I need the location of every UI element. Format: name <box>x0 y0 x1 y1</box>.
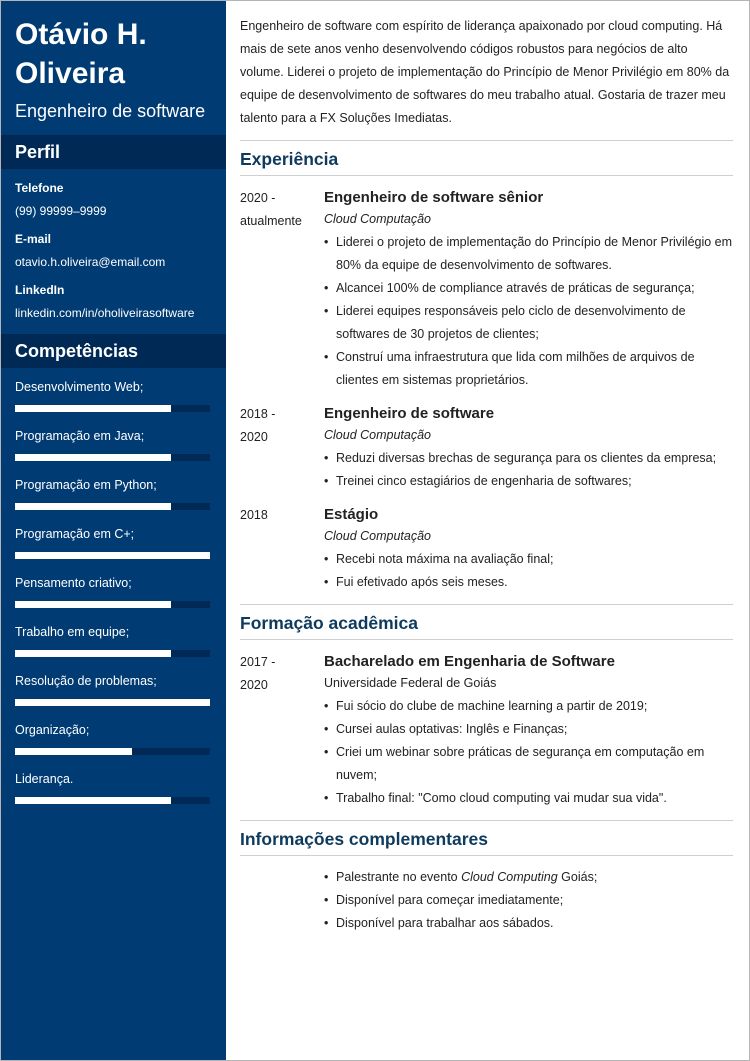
list-item: • Treinei cinco estagiários de engenharia de softwares; <box>324 470 733 493</box>
list-item: • Disponível para começar imediatamente; <box>324 889 733 912</box>
additional-bullets <box>240 866 733 935</box>
skill-item <box>15 477 212 526</box>
experience-bullets <box>324 231 733 392</box>
skill-name: Programação em C+; <box>15 527 135 541</box>
experience-entry <box>240 504 733 594</box>
sidebar <box>1 1 226 1060</box>
list-item: • Fui sócio do clube de machine learning a partir de 2019; <box>324 695 733 718</box>
skill-level-fill <box>15 601 171 608</box>
entry-body <box>324 651 733 810</box>
job-title: Engenheiro de software <box>15 101 206 121</box>
skill-level-bar <box>15 601 210 608</box>
list-item: • Alcancei 100% de compliance através de práticas de segurança; <box>324 277 733 300</box>
skill-level-fill <box>15 748 132 755</box>
phone-label: Telefone <box>15 181 64 195</box>
skill-name: Resolução de problemas; <box>15 674 157 688</box>
skill-item <box>15 379 212 428</box>
entry-body <box>324 187 733 392</box>
skills-heading: Competências <box>1 334 226 368</box>
skill-level-bar <box>15 699 210 706</box>
list-item: • Liderei o projeto de implementação do Princípio de Menor Privilégio em 80% da equipe de desenvolvimento de softwares. <box>324 231 733 277</box>
skill-level-bar <box>15 552 210 559</box>
skill-level-bar <box>15 650 210 657</box>
skill-level-fill <box>15 405 171 412</box>
entry-title: Engenheiro de software sênior <box>324 189 544 206</box>
education-heading: Formação acadêmica <box>240 604 733 640</box>
entry-date: 2018 <box>240 508 268 522</box>
phone-block <box>15 180 212 219</box>
entry-body <box>324 403 733 493</box>
list-item: • Palestrante no evento Cloud Computing Goiás; <box>324 866 733 889</box>
linkedin-label: LinkedIn <box>15 283 65 297</box>
entry-date: 2017 - 2020 <box>240 655 276 692</box>
experience-list <box>240 187 733 594</box>
experience-bullets <box>324 548 733 594</box>
entry-title: Engenheiro de software <box>324 405 495 422</box>
skill-level-bar <box>15 748 210 755</box>
entry-org: Cloud Computação <box>324 428 432 442</box>
email-label: E-mail <box>15 232 52 246</box>
contact-info <box>1 169 226 321</box>
experience-heading: Experiência <box>240 140 733 176</box>
skill-item <box>15 673 212 722</box>
skill-item <box>15 624 212 673</box>
entry-org: Universidade Federal de Goiás <box>324 676 497 690</box>
list-item: • Construí uma infraestrutura que lida com milhões de arquivos de clientes em sistemas proprietários. <box>324 346 733 392</box>
skill-name: Desenvolvimento Web; <box>15 380 144 394</box>
main-content <box>226 1 749 1060</box>
skill-item <box>15 526 212 575</box>
entry-org: Cloud Computação <box>324 212 432 226</box>
skill-level-bar <box>15 454 210 461</box>
skill-level-fill <box>15 699 210 706</box>
skill-item <box>15 771 212 820</box>
skill-name: Programação em Java; <box>15 429 145 443</box>
skill-item <box>15 428 212 477</box>
skills-list <box>1 368 226 820</box>
skill-level-bar <box>15 503 210 510</box>
skill-level-bar <box>15 405 210 412</box>
experience-entry <box>240 403 733 493</box>
entry-org: Cloud Computação <box>324 529 432 543</box>
phone-value: (99) 99999–9999 <box>15 204 107 218</box>
skill-name: Trabalho em equipe; <box>15 625 130 639</box>
email-value[interactable]: otavio.h.oliveira@email.com <box>15 255 166 269</box>
linkedin-block <box>15 282 212 321</box>
candidate-name: Otávio H. Oliveira <box>15 18 147 90</box>
summary-text: Engenheiro de software com espírito de liderança apaixonado por cloud computing. Há mais de sete anos venho desenvolvendo códigos robustos para negócios de alto volume. Liderei o projeto de implementação do Princípio de Menor Privilégio em 80% da equipe de desenvolvimento de softwares do meu trabalho atual. Gostaria de trazer meu talento para a FX Soluções Imediatas. <box>240 19 730 125</box>
skill-name: Liderança. <box>15 772 74 786</box>
list-item: • Trabalho final: "Como cloud computing vai mudar sua vida". <box>324 787 733 810</box>
additional-heading: Informações complementares <box>240 820 733 856</box>
education-entry <box>240 651 733 810</box>
email-block <box>15 231 212 270</box>
skill-level-fill <box>15 503 171 510</box>
list-item: • Cursei aulas optativas: Inglês e Finanças; <box>324 718 733 741</box>
entry-date: 2020 - atualmente <box>240 191 302 228</box>
experience-entry <box>240 187 733 392</box>
list-item: • Recebi nota máxima na avaliação final; <box>324 548 733 571</box>
list-item: • Fui efetivado após seis meses. <box>324 571 733 594</box>
skill-level-fill <box>15 650 171 657</box>
experience-bullets <box>324 447 733 493</box>
entry-title: Bacharelado em Engenharia de Software <box>324 653 615 670</box>
list-item: • Liderei equipes responsáveis pelo ciclo de desenvolvimento de softwares de 30 projetos de clientes; <box>324 300 733 346</box>
entry-title: Estágio <box>324 506 379 523</box>
entry-date: 2018 - 2020 <box>240 407 276 444</box>
linkedin-value[interactable]: linkedin.com/in/oholiveirasoftware <box>15 306 195 320</box>
list-item: • Disponível para trabalhar aos sábados. <box>324 912 733 935</box>
skill-level-fill <box>15 797 171 804</box>
education-bullets <box>324 695 733 810</box>
list-item: • Reduzi diversas brechas de segurança para os clientes da empresa; <box>324 447 733 470</box>
skill-name: Programação em Python; <box>15 478 157 492</box>
skill-name: Organização; <box>15 723 90 737</box>
skill-level-bar <box>15 797 210 804</box>
skill-name: Pensamento criativo; <box>15 576 132 590</box>
skill-item <box>15 722 212 771</box>
skill-item <box>15 575 212 624</box>
profile-heading: Perfil <box>1 135 226 169</box>
skill-level-fill <box>15 454 171 461</box>
entry-body <box>324 504 733 594</box>
skill-level-fill <box>15 552 210 559</box>
list-item: • Criei um webinar sobre práticas de segurança em computação em nuvem; <box>324 741 733 787</box>
